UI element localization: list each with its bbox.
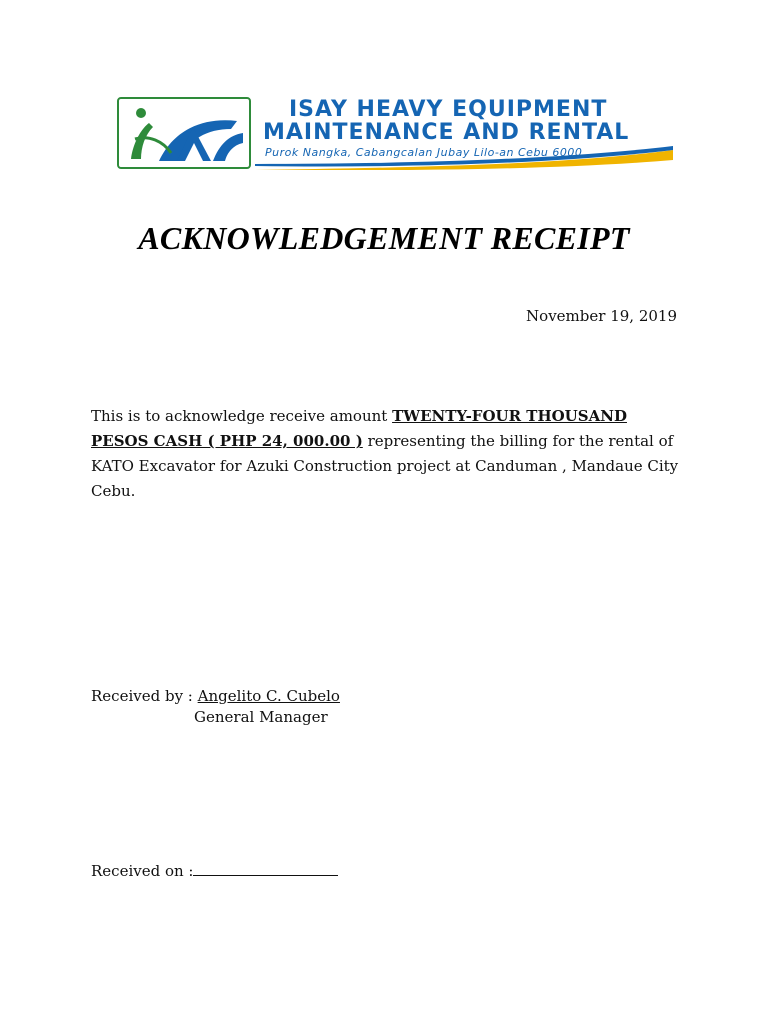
receiver-name: Angelito C. Cubelo — [197, 687, 340, 705]
received-on-block — [91, 861, 338, 880]
company-logo — [117, 97, 251, 169]
received-on-blank-line[interactable] — [193, 861, 338, 876]
company-name-line1: ISAY HEAVY EQUIPMENT — [289, 97, 608, 122]
receipt-body — [91, 404, 681, 504]
letterhead — [117, 97, 677, 177]
received-by-label: Received by : — [91, 687, 198, 705]
document-title: ACKNOWLEDGEMENT RECEIPT — [138, 220, 630, 256]
receiver-role: General Manager — [194, 708, 328, 726]
company-name-line2: MAINTENANCE AND RENTAL — [263, 120, 630, 145]
amount-words: TWENTY-FOUR THOUSAND PESOS CASH ( PHP 24, 000.00 ) — [91, 407, 627, 450]
body-rest: representing the billing for the rental of KATO Excavator for Azuki Construction project at Canduman , Mandaue City Cebu. — [91, 432, 679, 500]
company-address: Purok Nangka, Cabangcalan Jubay Lilo-an Cebu 6000 — [265, 146, 583, 159]
body-intro: This is to acknowledge receive amount — [91, 407, 393, 425]
address-band — [255, 146, 673, 170]
logo-graphic — [119, 99, 251, 169]
received-on-label: Received on : — [91, 862, 194, 880]
received-by-block — [91, 686, 340, 728]
receipt-date: November 19, 2019 — [526, 307, 677, 325]
